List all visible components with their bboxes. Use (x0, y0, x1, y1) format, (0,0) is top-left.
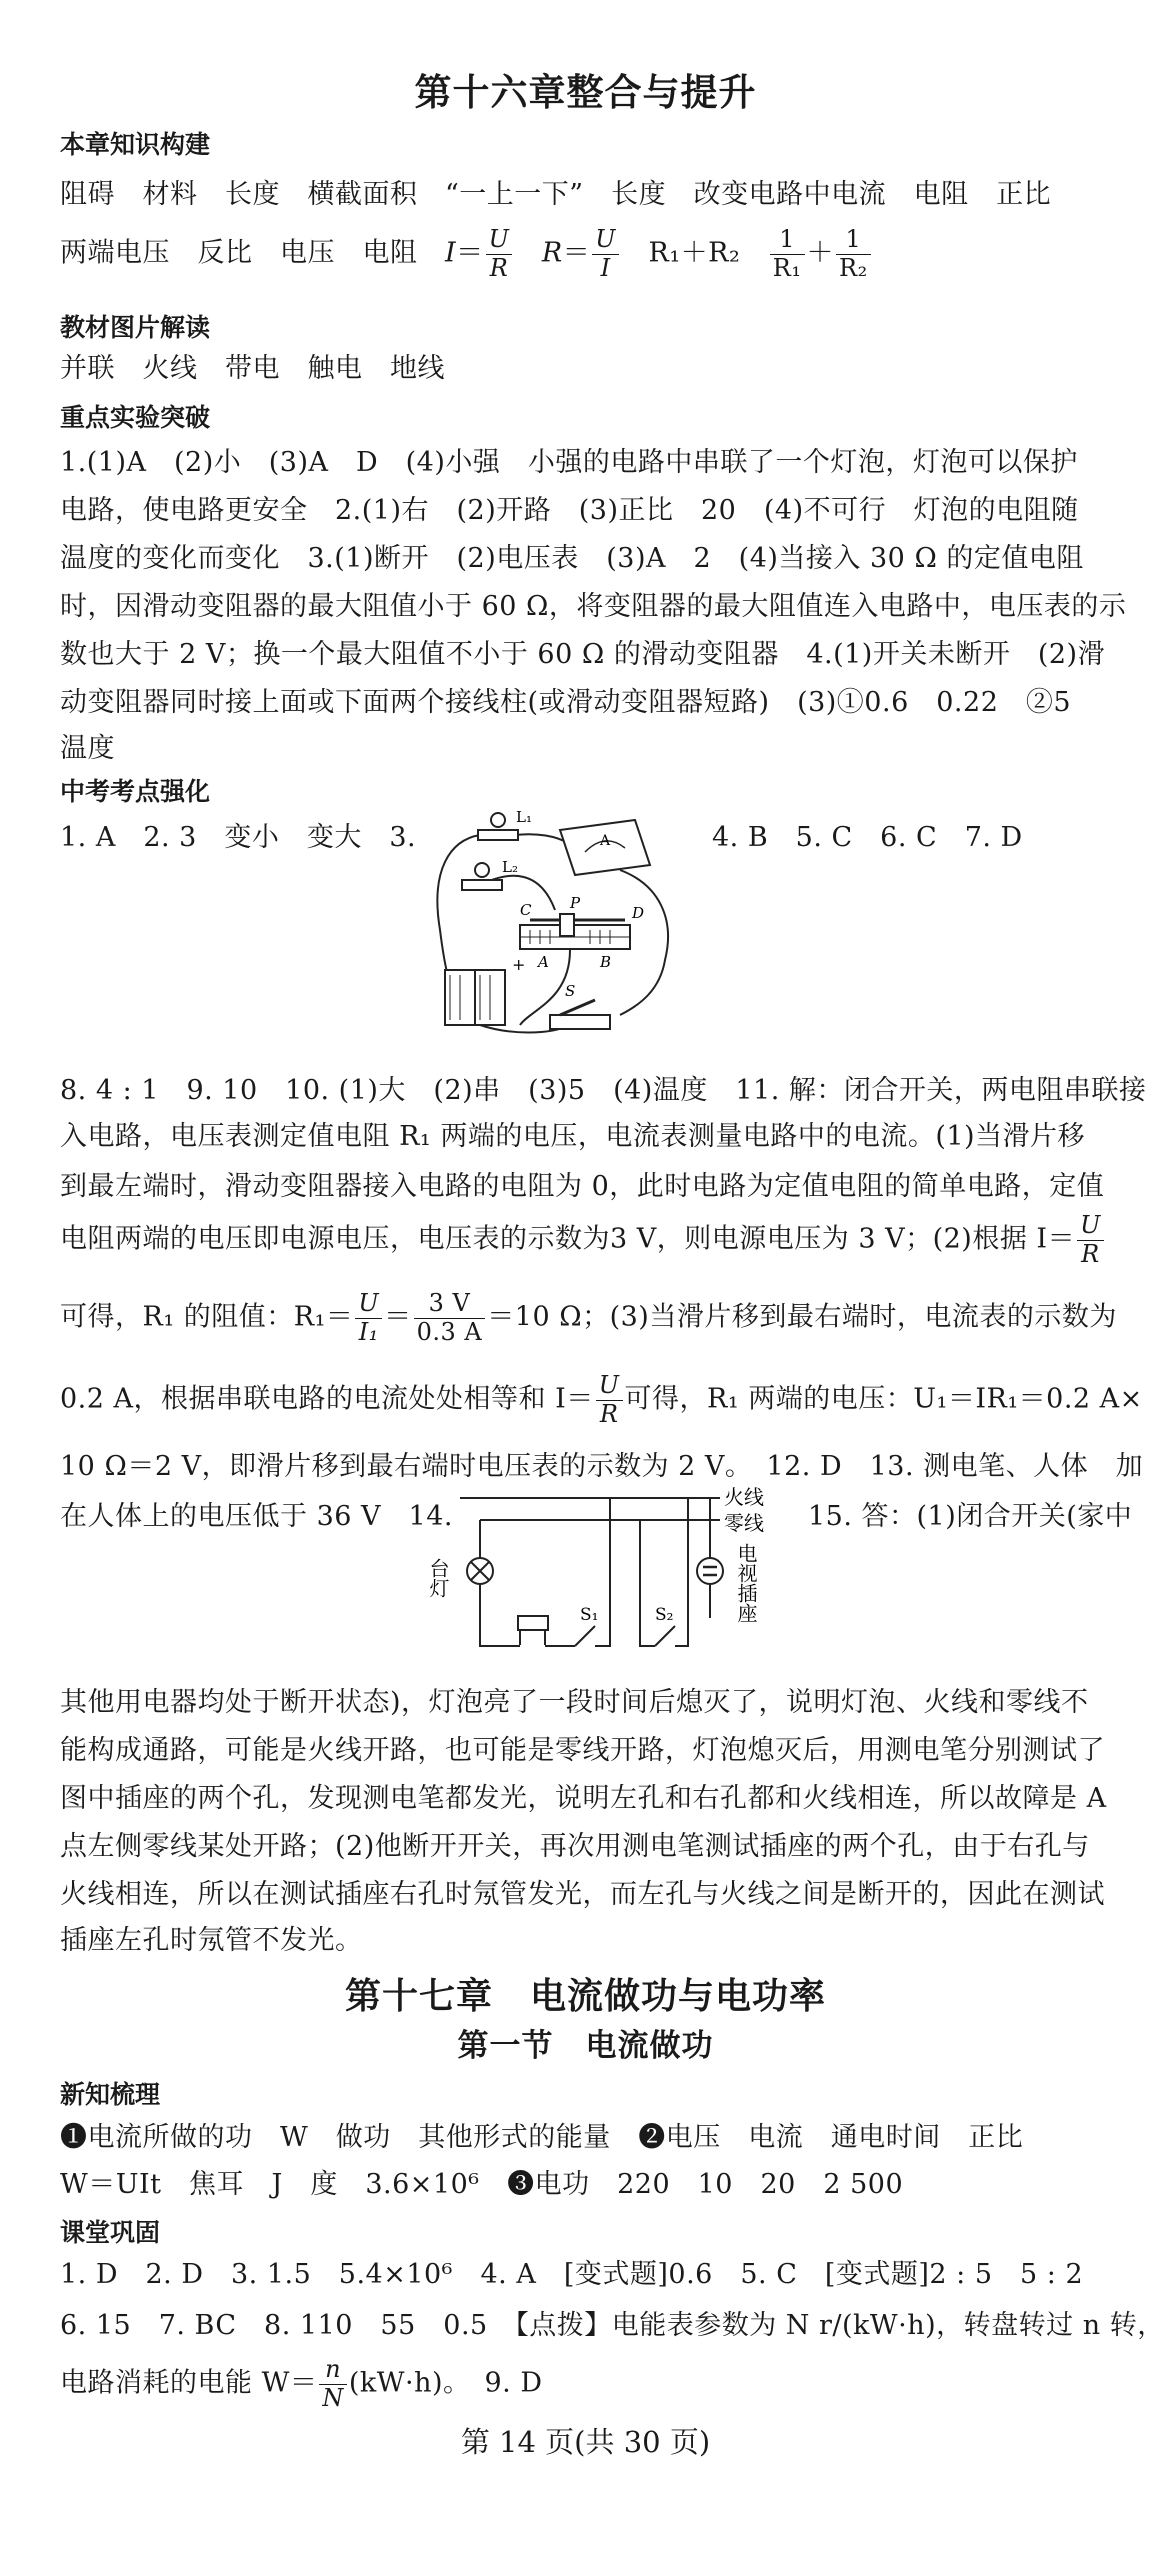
exam-line-12: 图中插座的两个孔，发现测电笔都发光，说明左孔和右孔都和火线相连，所以故障是 A (60, 1783, 1107, 1814)
den: I (600, 253, 611, 282)
lamp-symbol (467, 1558, 493, 1584)
label-l1: L₁ (516, 808, 532, 826)
formula-i: I (445, 237, 457, 269)
classroom-line-3 (60, 2356, 543, 2412)
label-s1: S₁ (580, 1605, 599, 1625)
label-lamp: 台灯 (426, 1558, 450, 1598)
fraction-u-over-i1 (355, 1290, 382, 1346)
label-ammeter: A (600, 833, 611, 849)
exam-line-1b: 4. B 5. C 6. C 7. D (712, 822, 1023, 853)
label-s: S (565, 982, 576, 1000)
den: R (1081, 1239, 1100, 1268)
exam-line-1a: 1. A 2. 3 变小 变大 3. (60, 822, 417, 853)
section-head-classroom: 课堂巩固 (60, 2218, 161, 2247)
exam-line-15: 插座左孔时氖管不发光。 (60, 1925, 363, 1956)
experiments-line-7: 温度 (60, 733, 115, 764)
experiments-line-6: 动变阻器同时接上面或下面两个接线柱(或滑动变阻器短路) (3)①0.6 0.22 ②5 (60, 687, 1072, 718)
exam-line-4: 到最左端时，滑动变阻器接入电路的电阻为 0，此时电路为定值电阻的简单电路，定值 (60, 1171, 1105, 1202)
exam-line-9b: 15. 答：(1)闭合开关(家中 (808, 1501, 1133, 1532)
fraction-3v-over-03a (414, 1290, 486, 1346)
circuit-figure-q3 (420, 810, 690, 1050)
fraction-n-over-n (319, 2356, 347, 2412)
den: R₂ (839, 253, 868, 282)
label-p: P (570, 894, 581, 912)
rheostat (520, 914, 630, 949)
num: U (596, 1372, 623, 1401)
knowledge-line-2-text: 两端电压 反比 电压 电阻 (60, 237, 445, 269)
experiments-line-5: 数也大于 2 V；换一个最大阻值不小于 60 Ω 的滑动变阻器 4.(1)开关未断开 (2)滑 (60, 639, 1106, 670)
exam-line-7-text-a: 0.2 A，根据串联电路的电流处处相等和 I＝ (60, 1383, 594, 1415)
den: R (599, 1399, 619, 1428)
classroom-line-3-text-b: (kW·h)。 9. D (348, 2367, 543, 2399)
switch-s1-blade (575, 1626, 595, 1646)
exam-line-5 (60, 1212, 1106, 1268)
switch-s2-blade (655, 1626, 675, 1646)
label-s2: S₂ (655, 1605, 674, 1625)
page-footer: 第 14 页(共 30 页) (460, 2425, 711, 2459)
classroom-line-1: 1. D 2. D 3. 1.5 5.4×10⁶ 4. A [变式题]0.6 5. C [变式题]2 : 5 5 : 2 (60, 2259, 1084, 2290)
figures-line-1: 并联 火线 带电 触电 地线 (60, 353, 445, 384)
num: U (486, 226, 513, 255)
num: U (1077, 1212, 1104, 1241)
label-tv-socket: 电视插座 (734, 1543, 758, 1623)
den: R (489, 253, 509, 282)
exam-line-10: 其他用电器均处于断开状态)，灯泡亮了一段时间后熄灭了，说明灯泡、火线和零线不 (60, 1687, 1089, 1718)
rheostat-box (518, 1616, 548, 1630)
label-d: D (632, 904, 645, 922)
num: U (592, 226, 619, 255)
section-head-knowledge: 本章知识构建 (60, 130, 211, 159)
classroom-line-3-text-a: 电路消耗的电能 W＝ (60, 2367, 318, 2399)
label-c: C (520, 901, 532, 919)
section-head-new-knowledge: 新知梳理 (60, 2080, 161, 2109)
classroom-line-2: 6. 15 7. BC 8. 110 55 0.5 【点拨】电能表参数为 N r/(kW·h)，转盘转过 n 转， (60, 2310, 1165, 2341)
knowledge-line-1: 阻碍 材料 长度 横截面积 “一上一下” 长度 改变电路中电流 电阻 正比 (60, 179, 1052, 210)
den: R₁ (772, 253, 802, 282)
bulb-l2 (462, 863, 502, 890)
num: U (355, 1290, 382, 1319)
socket-symbol (697, 1558, 723, 1584)
den: 0.3 A (416, 1317, 483, 1346)
formula-r: R (541, 237, 563, 269)
fraction-u-over-r-3 (596, 1372, 623, 1428)
exam-line-6: 可得，R₁ 的阻值：R₁＝ $\frac{U}{\text{I₁}}$ ＝ $\frac{3 V}{0.3 A}$ ＝10 Ω；(3)当滑片移到最右端时，电流表的示数为 (60, 1289, 1117, 1346)
exam-line-14: 火线相连，所以在测试插座右孔时氖管发光，而左孔与火线之间是断开的，因此在测试 (60, 1879, 1105, 1910)
num: 1 (836, 226, 871, 255)
knowledge-line-2: 两端电压 反比 电压 电阻 I＝ $\frac{U}{R}$ R＝ $\frac{U}{I}$ R₁＋R₂ $\frac{1}{\text{R₁}}$ ＋ $\frac{1}{\text{R₂}}$ (60, 226, 873, 282)
exam-line-3: 入电路，电压表测定值电阻 R₁ 两端的电压，电流表测量电路中的电流。(1)当滑片移 (60, 1121, 1086, 1152)
exam-line-8: 10 Ω＝2 V，即滑片移到最右端时电压表的示数为 2 V。 12. D 13. 测电笔、人体 加 (60, 1451, 1144, 1482)
fraction-u-over-r (486, 226, 513, 282)
section-head-figures: 教材图片解读 (60, 313, 211, 342)
section-title: 第一节 电流做功 (457, 2028, 714, 2064)
den: N (322, 2383, 344, 2412)
bulb-l1 (478, 813, 518, 840)
section-head-experiments: 重点实验突破 (60, 403, 211, 432)
experiments-line-2: 电路，使电路更安全 2.(1)右 (2)开路 (3)正比 20 (4)不可行 灯泡的电阻随 (60, 495, 1079, 526)
section-head-exam: 中考考点强化 (60, 777, 211, 806)
chapter16-title: 第十六章整合与提升 (414, 71, 757, 114)
exam-line-6-text-b: ＝10 Ω；(3)当滑片移到最右端时，电流表的示数为 (487, 1301, 1117, 1333)
num: n (319, 2356, 347, 2385)
exam-line-2: 8. 4 : 1 9. 10 10. (1)大 (2)串 (3)5 (4)温度 11. 解：闭合开关，两电阻串联接 (60, 1075, 1147, 1106)
formula-r1-plus-r2: R₁＋R₂ (648, 237, 741, 269)
experiments-line-1: 1.(1)A (2)小 (3)A D (4)小强 小强的电路中串联了一个灯泡，灯泡可以保护 (60, 447, 1078, 478)
exam-line-7 (60, 1372, 1143, 1428)
chapter17-title: 第十七章 电流做功与电功率 (344, 1976, 826, 2017)
wire (640, 1520, 655, 1646)
label-plus: + (512, 955, 526, 974)
fraction-1-over-r1 (770, 226, 805, 282)
household-circuit-figure-q14 (426, 1485, 790, 1668)
exam-line-11: 能构成通路，可能是火线开路，也可能是零线开路，灯泡熄灭后，用测电笔分别测试了 (60, 1735, 1105, 1766)
new-knowledge-line-2: W＝UIt 焦耳 J 度 3.6×10⁶ ❸电功 220 10 20 2 500 (60, 2169, 904, 2200)
den: I₁ (358, 1317, 379, 1346)
new-knowledge-line-1: ❶电流所做的功 W 做功 其他形式的能量 ❷电压 电流 通电时间 正比 (60, 2122, 1024, 2153)
label-l2: L₂ (502, 858, 518, 876)
exam-line-13: 点左侧零线某处开路；(2)他断开开关，再次用测电笔测试插座的两个孔，由于右孔与 (60, 1831, 1090, 1862)
fraction-u-over-r-2 (1077, 1212, 1104, 1268)
fraction-u-over-i (592, 226, 619, 282)
experiments-line-3: 温度的变化而变化 3.(1)断开 (2)电压表 (3)A 2 (4)当接入 30 Ω 的定值电阻 (60, 543, 1084, 574)
label-b: B (600, 953, 612, 971)
exam-line-9a: 在人体上的电压低于 36 V 14. (60, 1501, 453, 1532)
fraction-1-over-r2 (836, 226, 871, 282)
label-neutral: 零线 (724, 1511, 764, 1535)
num: 1 (770, 226, 805, 255)
switch (550, 1000, 610, 1029)
exam-line-7-text-b: 可得，R₁ 两端的电压：U₁＝IR₁＝0.2 A× (624, 1383, 1143, 1415)
battery (445, 970, 505, 1025)
label-live: 火线 (724, 1485, 764, 1509)
exam-line-5-text: 电阻两端的电压即电源电压，电压表的示数为3 V，则电源电压为 3 V；(2)根据 I＝ (60, 1223, 1076, 1255)
experiments-line-4: 时，因滑动变阻器的最大阻值小于 60 Ω，将变阻器的最大阻值连入电路中，电压表的示 (60, 591, 1127, 622)
num: 3 V (414, 1290, 486, 1319)
label-a: A (538, 953, 549, 971)
exam-line-6-text-a: 可得，R₁ 的阻值：R₁＝ (60, 1301, 354, 1333)
